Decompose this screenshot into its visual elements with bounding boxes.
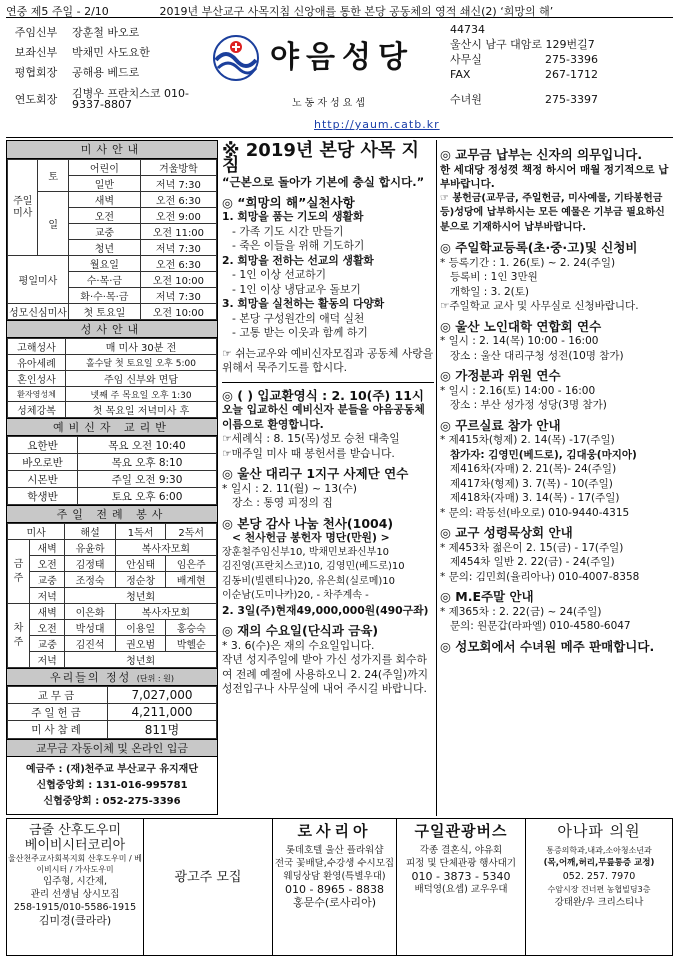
table-row: 오전 김정태 안심태 임은주 <box>8 556 217 572</box>
staff-row: 보좌신부 박채민 사도요한 <box>14 45 150 59</box>
column-divider <box>436 140 437 816</box>
staff-row: 평협회장 공해용 베드로 <box>14 65 140 79</box>
table-row: 교중 오전 11:00 <box>8 224 217 240</box>
table-row: 저녁 청년회 <box>8 652 217 668</box>
service-title: 주일 전례 봉사 <box>7 505 217 523</box>
table-row: 교무금 7,027,000 <box>8 687 217 704</box>
bank-title: 교무금 자동이체 및 온라인 입금 <box>7 739 217 757</box>
table-row: 환자영성체 넷째 주 목요일 오후 1:30 <box>8 387 217 402</box>
table-row: 고해성사 매 미사 30분 전 <box>8 339 217 355</box>
diocese-theme: 2019년 부산교구 사목지침 신앙애를 통한 본당 공동체의 영적 쇄신(2) ‘희망의 해’ <box>159 5 554 18</box>
header-divider <box>6 137 673 138</box>
table-row: 오전 오전 9:00 <box>8 208 217 224</box>
ash-title: ◎ 재의 수요일(단식과 금육) <box>222 623 379 638</box>
ad-recruit: 광고주 모집 <box>143 818 273 956</box>
rosary-note: ☞ 쉬는교우와 예비신자모집과 공동체 사랑을 위해서 묵주기도를 합시다. <box>222 346 434 374</box>
church-patron: 노동자성요셉 <box>292 98 368 109</box>
table-row: 미사 해설 1독서 2독서 <box>8 524 217 540</box>
bank-info <box>7 757 217 815</box>
plan-heading: 3. 희망을 실천하는 활동의 다양화 <box>222 297 385 310</box>
ad-clinic: 아나파 의원 통증의학과,내과,소아청소년과 (목,어깨,허리,무릎통증 교정) 052. 257. 7970 수암시장 건너편 농협빌딩3층 강태완/우 크리스티나 <box>525 818 673 956</box>
issue-label: 연중 제5 주일 - 2/10 <box>6 5 109 18</box>
table-row: 요한반 목요 오전 10:40 <box>8 437 217 454</box>
church-header <box>210 28 455 138</box>
plan-heading: 2. 희망을 전하는 선교의 생활화 <box>222 253 374 267</box>
me-title: ◎ M.E주말 안내 <box>440 589 534 604</box>
top-banner <box>6 3 673 18</box>
table-row: 저녁 청년회 <box>8 588 217 604</box>
table-row: 화·수·목·금 저녁 7:30 <box>8 288 217 304</box>
table-row: 시몬반 주일 오전 9:30 <box>8 471 217 488</box>
plan-heading: 1. 희망을 품는 기도의 생활화 <box>222 210 364 223</box>
contact-row: FAX 267-1712 <box>450 68 598 81</box>
church-url-link[interactable]: http://yaum.catb.kr <box>314 118 440 131</box>
offering-title: 우리들의 정성 (단위 : 원) <box>7 668 217 686</box>
plan-title: ◎ “희망의 해”실천사항 <box>222 194 355 210</box>
table-row: 혼인성사 주임 신부와 면담 <box>8 371 217 387</box>
table-row: 바오로반 목요 오후 8:10 <box>8 454 217 471</box>
staff-list <box>6 22 206 116</box>
mass-title: 미사안내 <box>7 141 217 159</box>
pastoral-title: ※ 2019년 본당 사목 지침 <box>222 140 419 176</box>
table-row: 수·목·금 오전 10:00 <box>8 272 217 288</box>
table-row: 청년 저녁 7:30 <box>8 240 217 256</box>
table-row: 성체강복 첫 목요일 저녁미사 후 <box>8 402 217 418</box>
account-number: 신협중앙회 : 131-016-995781 <box>36 780 188 791</box>
table-row: 일 새벽 오전 6:30 <box>8 192 217 208</box>
ad-babysitter: 금줄 산후도우미 베이비시터코리아 울산천주교사회복지회 산후도우미 / 베이비시터 / 가사도우미 입주형, 시간제, 관리 선생님 상시모집 258-1915/010-5586-1915 김미경(클라라) <box>6 818 144 956</box>
ad-bus: 구일관광버스 각종 결혼식, 야유회 피정 및 단체관광 행사대기 010 - 3873 - 5340 배덕영(요셉) 교우우대 <box>396 818 526 956</box>
table-row: 성모신심미사 첫 토요일 오전 10:00 <box>8 304 217 320</box>
depositor: 예금주 : (재)천주교 부산교구 유지재단 <box>26 764 198 775</box>
sales-notice: ◎ 성모회에서 수녀원 메주 판매합니다. <box>440 638 655 654</box>
senior-title: ◎ 울산 노인대학 연합회 연수 <box>440 318 602 334</box>
contact-block <box>450 22 673 107</box>
table-row: 주일헌금 4,211,000 <box>8 704 217 721</box>
pastoral-column: ※ 2019년 본당 사목 지침 “근본으로 돌아가 기본에 충실 합시다.” ◎ “희망의 해”실천사항 1. 희망을 품는 기도의 생활화 - 가족 기도 시간 만들기 - 죽은 이들을 위해 기도하기 2. 희망을 전하는 선교의 생활화 - 1인 이상 선교하기 - 1인 이상 냉담교우 돌보기 3. 희망을 실천하는 활동의 다양화 - 본당 구성원간의 애덕 실천 - 고통 받는 이웃과 함께 하기 ☞ 쉬는교우와 예비신자모집과 공동체 사랑을 위해서 묵주기도를 합시다. ◎ ( ) 입교환영식 : 2. 10(주) 11시 오늘 입교하신 예비신자 분들을 야음공동체 이름으로 환영합니다. ☞세례식 : 8. 15(목)성모 승천 대축일 ☞매주일 미사 때 봉헌서를 받습니다. ◎ 울산 대리구 1지구 사제단 연수 * 일시 : 2. 11(월) ~ 13(수) 장소 : 통영 피정의 집 ◎ 본당 감사 나눔 천사(1004) < 천사헌금 봉헌자 명단(만원) > 장훈철주임신부10, 박채민보좌신부10 김진영(프란치스코)10, 김영민(베드로)10 김동비(빌렌티나)20, 유은희(실로메)10 이순남(도미나카)20, - 차주계속 - 2. 3일(주)현재49,000,000원(490구좌) ◎ 재의 수요일(단식과 금육) * 3. 6(수)은 재의 수요일입니다. 작년 성지주일에 받아 가신 성가지를 회수하여 전례 예절에 사용하오니 2. 24(주일)까지 성전입구나 사무실에 내어 주시길 바랍니다. <box>222 140 434 695</box>
ad-florist: 로사리아 롯데호텔 울산 플라워샵 전국 꽃배달,수강생 수시모집 웨딩상담 환영(특별우대) 010 - 8965 - 8838 홍문수(로사리아) <box>272 818 397 956</box>
ulsan-title: ◎ 울산 대리구 1지구 사제단 연수 <box>222 466 409 481</box>
catechism-title: 예비신자 교리반 <box>7 418 217 436</box>
contact-row: 사무실 275-3396 <box>450 53 598 66</box>
offering-table <box>7 686 217 739</box>
staff-row: 주임신부 장훈철 바오로 <box>14 25 140 39</box>
welcome-body: 오늘 입교하신 예비신자 분들을 야음공동체 이름으로 환영합니다. <box>222 403 425 431</box>
contact-row: 수녀원 275-3397 <box>450 93 598 106</box>
info-column <box>6 140 218 815</box>
table-row: 미사참례 811명 <box>8 721 217 739</box>
mass-table <box>7 159 217 320</box>
table-row: 교중 조정숙 정순창 배계현 <box>8 572 217 588</box>
table-row: 금주 새벽 유윤하 복사자모회 <box>8 540 217 556</box>
sacrament-table <box>7 338 217 418</box>
pastoral-quote: “근본으로 돌아가 기본에 충실 합시다.” <box>222 175 425 189</box>
church-name: 야음성당 <box>270 40 414 75</box>
retreat-title: ◎ 교구 성령묵상회 안내 <box>440 525 573 540</box>
table-row: 유아세례 홀수달 첫 토요일 오후 5:00 <box>8 355 217 371</box>
table-row: 교중 김진석 권오범 박헬순 <box>8 636 217 652</box>
school-title: ◎ 주일학교등록(초·중·고)및 신청비 <box>440 240 638 255</box>
contact-row: 울산시 남구 대암로 129번길7 <box>450 38 595 51</box>
dues-title: ◎ 교무금 납부는 신자의 의무입니다. <box>440 147 643 162</box>
staff-row: 연도회장 김병우 프란치스코 010-9337-8807 <box>14 87 189 111</box>
welcome-title: ◎ ( ) 입교환영식 : 2. 10(주) 11시 <box>222 387 424 403</box>
catechism-table <box>7 436 217 505</box>
account-number: 신협중앙회 : 052-275-3396 <box>43 796 181 807</box>
service-table <box>7 523 217 668</box>
contact-row: 44734 <box>450 23 485 36</box>
table-row: 평일미사 월요일 오전 6:30 <box>8 256 217 272</box>
cursillo-title: ◎ 꾸르실료 참가 안내 <box>440 417 561 433</box>
thanks-title: ◎ 본당 감사 나눔 천사(1004) <box>222 515 394 531</box>
table-row: 차주 새벽 이은화 복사자모회 <box>8 604 217 620</box>
sacrament-title: 성사안내 <box>7 320 217 338</box>
table-row: 일반 저녁 7:30 <box>8 176 217 192</box>
family-title: ◎ 가정분과 위원 연수 <box>440 368 561 383</box>
notice-column: ◎ 교무금 납부는 신자의 의무입니다. 한 세대당 정성껏 책정 하시어 매월 정기적으로 납부바랍니다. ☞ 봉헌금(교무금, 주일헌금, 미사예물, 기타봉헌금등)성당에 납부하시는 모든 예물은 기부금 필요하신 분으로 기재하시어 납부바랍니다. ◎ 주일학교등록(초·중·고)및 신청비 * 등록기간 : 1. 26(토) ~ 2. 24(주일) 등록비 : 1인 3만원 개학일 : 3. 2(토) ☞주일학교 교사 및 사무실로 신청바랍니다. ◎ 울산 노인대학 연합회 연수 * 일시 : 2. 14(목) 10:00 - 16:00 장소 : 울산 대리구청 성전(10명 참가) ◎ 가정분과 위원 연수 * 일시 : 2.16(토) 14:00 - 16:00 장소 : 부산 성가정 성당(3명 참가) ◎ 꾸르실료 참가 안내 * 제415차(형제) 2. 14(목) -17(주일) 참가자: 김영민(베드로), 김대웅(마지아) 제416차(자매) 2. 21(목)- 24(주일) 제417차(형제) 3. 7(목) - 10(주일) 제418차(자매) 3. 14(목) - 17(주일) * 문의: 곽동선(바오로) 010-9440-4315 ◎ 교구 성령묵상회 안내 * 제453차 젊은이 2. 15(금) - 17(주일) 제454차 일반 2. 22(금) - 24(주일) * 문의: 김민희(율리아나) 010-4007-8358 ◎ M.E주말 안내 * 제365차 : 2. 22(금) ~ 24(주일) 문의: 원문갑(라파엘) 010-4580-6047 ◎ 성모회에서 수녀원 메주 판매합니다. <box>440 140 673 654</box>
table-row: 주일미사 토 어린이 겨울방학 <box>8 160 217 176</box>
church-logo-icon <box>212 34 260 82</box>
table-row: 학생반 토요 오후 6:00 <box>8 488 217 505</box>
table-row: 오전 박성대 이용일 홍승숙 <box>8 620 217 636</box>
